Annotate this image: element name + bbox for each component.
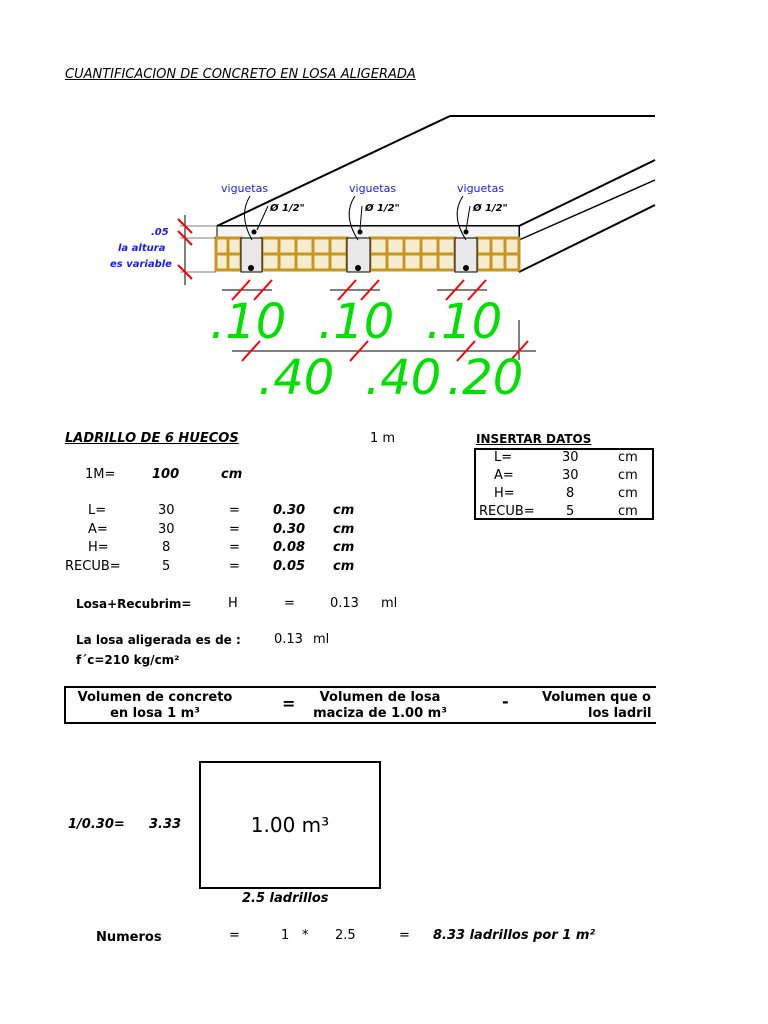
- ratio-value: 3.33: [149, 817, 182, 832]
- page-title: CUANTIFICACION DE CONCRETO EN LOSA ALIGERADA: [65, 67, 416, 82]
- vigueta-label: viguetas: [349, 182, 397, 195]
- height-note: la altura: [118, 243, 166, 254]
- fc-label: f´c=210 kg/cm²: [76, 653, 180, 667]
- datos-value[interactable]: 8: [566, 486, 575, 501]
- datos-label: RECUB=: [479, 504, 535, 519]
- row-unit: cm: [333, 503, 355, 518]
- row-value: 5: [162, 559, 171, 574]
- volumen-formula-box: [64, 686, 656, 724]
- dim-top-3: .10: [426, 294, 503, 350]
- row-value: 8: [162, 540, 171, 555]
- row-result: 0.30: [273, 503, 306, 518]
- row-label: H=: [88, 540, 109, 555]
- bar-label: Ø 1/2": [365, 203, 400, 214]
- datos-unit: cm: [618, 468, 638, 483]
- datos-unit: cm: [618, 504, 638, 519]
- datos-unit: cm: [618, 486, 638, 501]
- datos-label: A=: [494, 468, 514, 483]
- losa-es-de-value: 0.13: [274, 632, 303, 647]
- row-unit: cm: [333, 559, 355, 574]
- slab-top-edge-left: [217, 116, 450, 226]
- calc-result: 8.33 ladrillos por 1 m²: [433, 928, 596, 943]
- row-value: 30: [158, 503, 175, 518]
- datos-label: H=: [494, 486, 515, 501]
- vol-right: [542, 690, 658, 722]
- row-value: 30: [158, 522, 175, 537]
- calc-eq2: =: [399, 928, 410, 943]
- slab-inner-edge: [519, 180, 655, 240]
- calc-n2: 2.5: [335, 928, 356, 943]
- vol-right-line2: los ladril: [588, 706, 652, 721]
- losa-es-de-unit: ml: [313, 632, 330, 647]
- dim-bottom-2: .40: [365, 350, 442, 406]
- row-eq: =: [229, 559, 240, 574]
- row-eq: =: [229, 540, 240, 555]
- losa-unit: ml: [381, 596, 398, 611]
- row-result: 0.30: [273, 522, 306, 537]
- square-label: 1.00 m³: [250, 813, 330, 837]
- ladrillo-header: LADRILLO DE 6 HUECOS: [65, 431, 239, 446]
- row-label: RECUB=: [65, 559, 121, 574]
- datos-value[interactable]: 5: [566, 504, 575, 519]
- dim-top-1: .10: [210, 294, 287, 350]
- bar-label: Ø 1/2": [270, 203, 305, 214]
- insertar-header: INSERTAR DATOS: [476, 432, 592, 446]
- m-value: 100: [152, 467, 180, 482]
- unit-1m: 1 m: [370, 431, 396, 446]
- numeros-label: Numeros: [96, 930, 162, 945]
- one-m2-square: [199, 761, 381, 889]
- vol-mid: [310, 690, 450, 722]
- datos-value[interactable]: 30: [562, 450, 579, 465]
- row-unit: cm: [333, 522, 355, 537]
- vigueta-label: viguetas: [457, 182, 505, 195]
- m-label: 1M=: [85, 467, 116, 482]
- vol-left-line1: Volumen de concreto: [77, 690, 233, 705]
- datos-label: L=: [494, 450, 513, 465]
- ratio-label: 1/0.30=: [68, 817, 125, 832]
- concrete-topping: [217, 226, 519, 238]
- losa-eq: =: [284, 596, 295, 611]
- calc-eq1: =: [229, 928, 240, 943]
- calc-times: *: [302, 928, 309, 943]
- row-label: A=: [88, 522, 108, 537]
- datos-unit: cm: [618, 450, 638, 465]
- row-unit: cm: [333, 540, 355, 555]
- vol-minus: -: [502, 692, 509, 711]
- insertar-datos-table: [474, 448, 654, 520]
- row-label: L=: [88, 503, 107, 518]
- bar-label: Ø 1/2": [473, 203, 508, 214]
- row-result: 0.05: [273, 559, 306, 574]
- vol-left-line2: en losa 1 m³: [110, 706, 200, 721]
- vigueta-label: viguetas: [221, 182, 269, 195]
- m-unit: cm: [221, 467, 243, 482]
- height-note: es variable: [110, 259, 172, 270]
- ladrillos-label: 2.5 ladrillos: [242, 891, 329, 906]
- vol-mid-line2: maciza de 1.00 m³: [313, 706, 447, 721]
- losa-var: H: [228, 596, 238, 611]
- datos-value[interactable]: 30: [562, 468, 579, 483]
- row-result: 0.08: [273, 540, 306, 555]
- top-dim-label: .05: [151, 227, 169, 238]
- vol-left: [70, 690, 240, 722]
- losa-value: 0.13: [330, 596, 359, 611]
- calc-n1: 1: [281, 928, 290, 943]
- losa-aligerada-drawing: [0, 100, 768, 410]
- dim-top-2: .10: [318, 294, 395, 350]
- dim-bottom-3: .20: [447, 350, 524, 406]
- vol-mid-line1: Volumen de losa: [319, 690, 441, 705]
- vol-equals: =: [282, 694, 296, 713]
- losa-label: Losa+Recubrim=: [76, 597, 192, 611]
- row-eq: =: [229, 522, 240, 537]
- dim-bottom-1: .40: [258, 350, 335, 406]
- vol-right-line1: Volumen que o: [542, 690, 651, 705]
- row-eq: =: [229, 503, 240, 518]
- losa-es-de-label: La losa aligerada es de :: [76, 633, 241, 647]
